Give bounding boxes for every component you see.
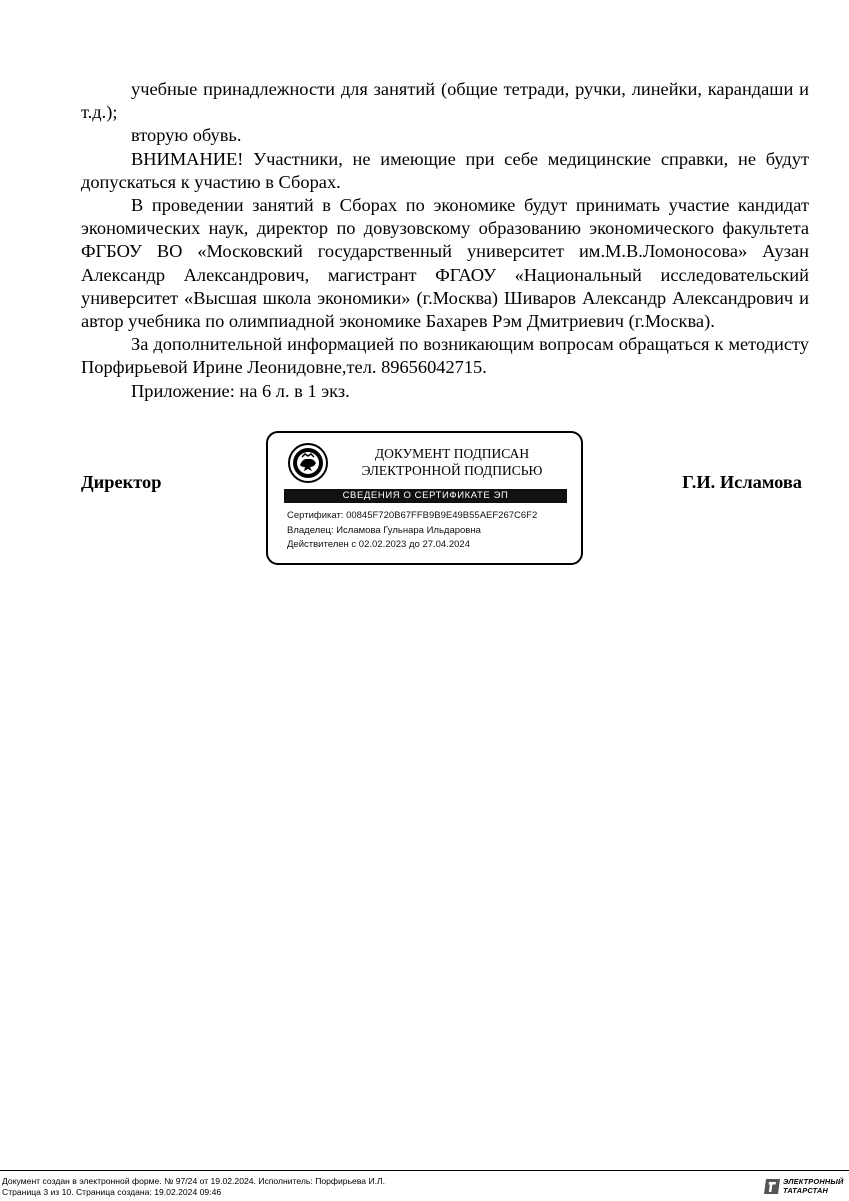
stamp-heading-line2: ЭЛЕКТРОННОЙ ПОДПИСЬЮ [361,463,543,478]
footer-page-info: Страница 3 из 10. Страница создана: 19.02.2024 09:46 [2,1186,222,1197]
paragraph-instructors: В проведении занятий в Сборах по экономике будут принимать участие кандидат экономических наук, директор по довузовскому образованию экономического факультета ФГБОУ ВО «Московский государственный университет им.М.В.Ломоносова» Аузан Александр Александрович, магистрант ФГАОУ «Национальный исследовательский университет «Высшая школа экономики» (г.Москва) Шиваров Александр Александрович и автор учебника по олимпиадной экономике Бахарев Рэм Дмитриевич (г.Москва). [81,195,809,332]
certificate-info-band: СВЕДЕНИЯ О СЕРТИФИКАТЕ ЭП [284,489,567,503]
logo-text-line2: ТАТАРСТАН [783,1185,829,1195]
certificate-number: Сертификат: 00845F720B67FFB9B9E49B55AEF267C6F2 [287,510,538,521]
paragraph-attachment: Приложение: на 6 л. в 1 экз. [131,380,350,401]
signature-row [0,430,849,570]
tatarstan-emblem-icon [288,443,328,483]
electronic-tatarstan-logo-icon [763,1178,781,1195]
paragraph-contact: За дополнительной информацией по возникающим вопросам обращаться к методисту Порфирьевой Ирине Леонидовне,тел. 89656042715. [81,334,809,378]
page-footer [0,1170,849,1201]
electronic-signature-stamp [266,431,583,565]
certificate-owner: Владелец: Исламова Гульнара Ильдаровна [287,524,481,536]
certificate-validity: Действителен с 02.02.2023 до 27.04.2024 [287,539,470,550]
footer-info [2,1176,385,1197]
paragraph-supplies: учебные принадлежности для занятий (общие тетради, ручки, линейки, карандаши и т.д.); [81,79,809,123]
logo-text-line1: ЭЛЕКТРОННЫЙ [783,1177,844,1186]
footer-document-info: Документ создан в электронной форме. № 97/24 от 19.02.2024. Исполнитель: Порфирьева И.Л. [2,1176,386,1186]
document-body [81,78,809,403]
stamp-heading-line1: ДОКУМЕНТ ПОДПИСАН [374,446,530,461]
stamp-heading [336,445,568,479]
electronic-tatarstan-logo [763,1177,844,1197]
paragraph-shoes: вторую обувь. [131,125,242,146]
paragraph-attention: ВНИМАНИЕ! Участники, не имеющие при себе медицинские справки, не будут допускаться к участию в Сборах. [81,148,809,192]
certificate-details [287,509,537,553]
signer-title: Директор [81,472,162,492]
logo-text [783,1178,844,1195]
signer-name: Г.И. Исламова [682,472,802,492]
